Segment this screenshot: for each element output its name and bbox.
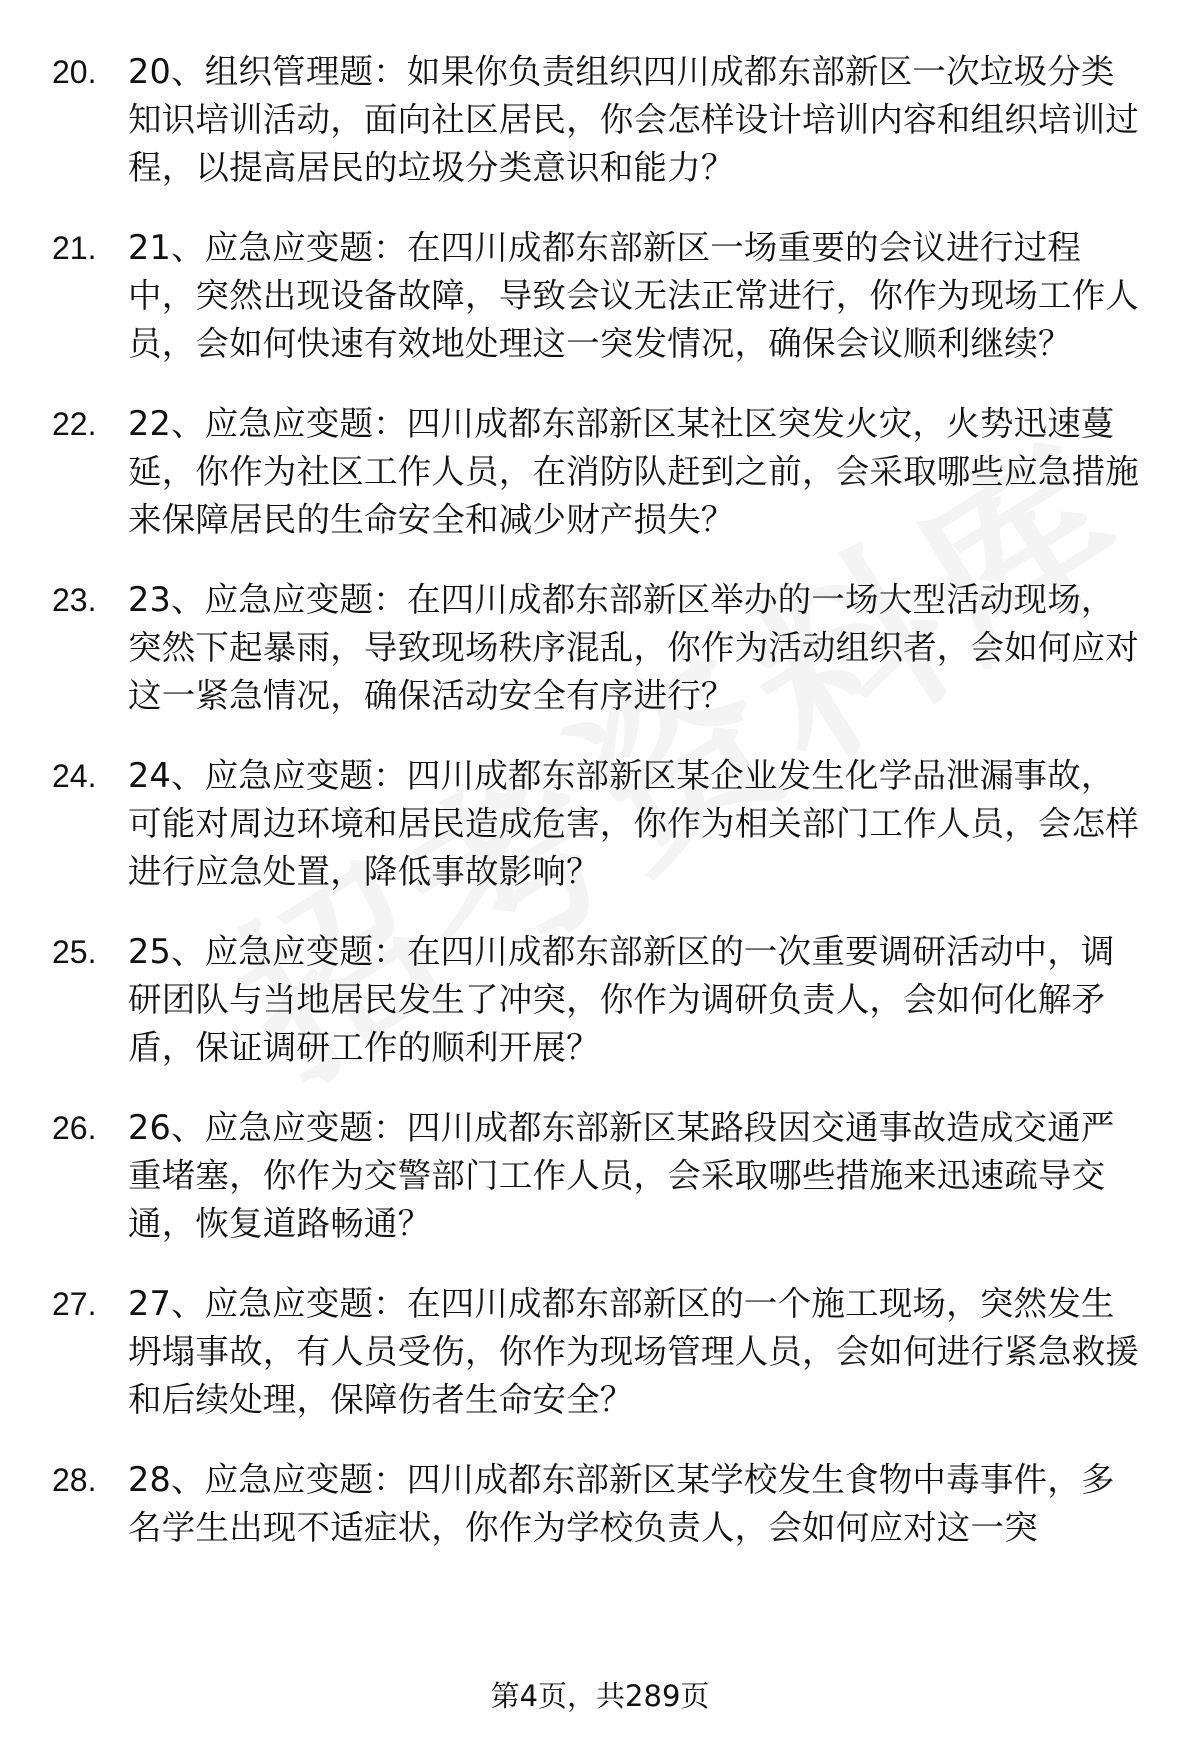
question-text: 21、应急应变题：在四川成都东部新区一场重要的会议进行过程中，突然出现设备故障，导致会议无法正常进行，你作为现场工作人员，会如何快速有效地处理这一突发情况，确保会议顺利继续？ (128, 228, 1139, 363)
question-item (0, 1104, 1200, 1248)
question-item (0, 1456, 1200, 1552)
question-list (0, 48, 1200, 1584)
question-item (0, 752, 1200, 896)
question-number: 22. (52, 406, 97, 442)
question-text: 28、应急应变题：四川成都东部新区某学校发生食物中毒事件，多名学生出现不适症状，你作为学校负责人，会如何应对这一突 (128, 1460, 1115, 1547)
question-number: 26. (52, 1110, 97, 1146)
question-item (0, 1280, 1200, 1424)
question-number: 23. (52, 582, 97, 618)
question-number: 21. (52, 230, 97, 266)
question-item (0, 400, 1200, 544)
question-number: 24. (52, 758, 97, 794)
question-number: 20. (52, 54, 97, 90)
question-text: 24、应急应变题：四川成都东部新区某企业发生化学品泄漏事故，可能对周边环境和居民造成危害，你作为相关部门工作人员，会怎样进行应急处置，降低事故影响？ (128, 756, 1139, 891)
question-item (0, 224, 1200, 368)
question-text: 25、应急应变题：在四川成都东部新区的一次重要调研活动中，调研团队与当地居民发生了冲突，你作为调研负责人，会如何化解矛盾，保证调研工作的顺利开展？ (128, 932, 1115, 1067)
question-number: 27. (52, 1286, 97, 1322)
question-text: 20、组织管理题：如果你负责组织四川成都东部新区一次垃圾分类知识培训活动，面向社区居民，你会怎样设计培训内容和组织培训过程，以提高居民的垃圾分类意识和能力？ (128, 52, 1139, 187)
question-item (0, 928, 1200, 1072)
question-item (0, 576, 1200, 720)
question-item (0, 48, 1200, 192)
question-text: 22、应急应变题：四川成都东部新区某社区突发火灾，火势迅速蔓延，你作为社区工作人员，在消防队赶到之前，会采取哪些应急措施来保障居民的生命安全和减少财产损失？ (128, 404, 1139, 539)
question-text: 27、应急应变题：在四川成都东部新区的一个施工现场，突然发生坍塌事故，有人员受伤，你作为现场管理人员，会如何进行紧急救援和后续处理，保障伤者生命安全？ (128, 1284, 1139, 1419)
question-number: 25. (52, 934, 97, 970)
question-text: 23、应急应变题：在四川成都东部新区举办的一场大型活动现场，突然下起暴雨，导致现场秩序混乱，你作为活动组织者，会如何应对这一紧急情况，确保活动安全有序进行？ (128, 580, 1139, 715)
question-number: 28. (52, 1462, 97, 1498)
page-footer: 第4页，共289页 (490, 1679, 710, 1713)
question-text: 26、应急应变题：四川成都东部新区某路段因交通事故造成交通严重堵塞，你作为交警部门工作人员，会采取哪些措施来迅速疏导交通，恢复道路畅通？ (128, 1108, 1115, 1243)
